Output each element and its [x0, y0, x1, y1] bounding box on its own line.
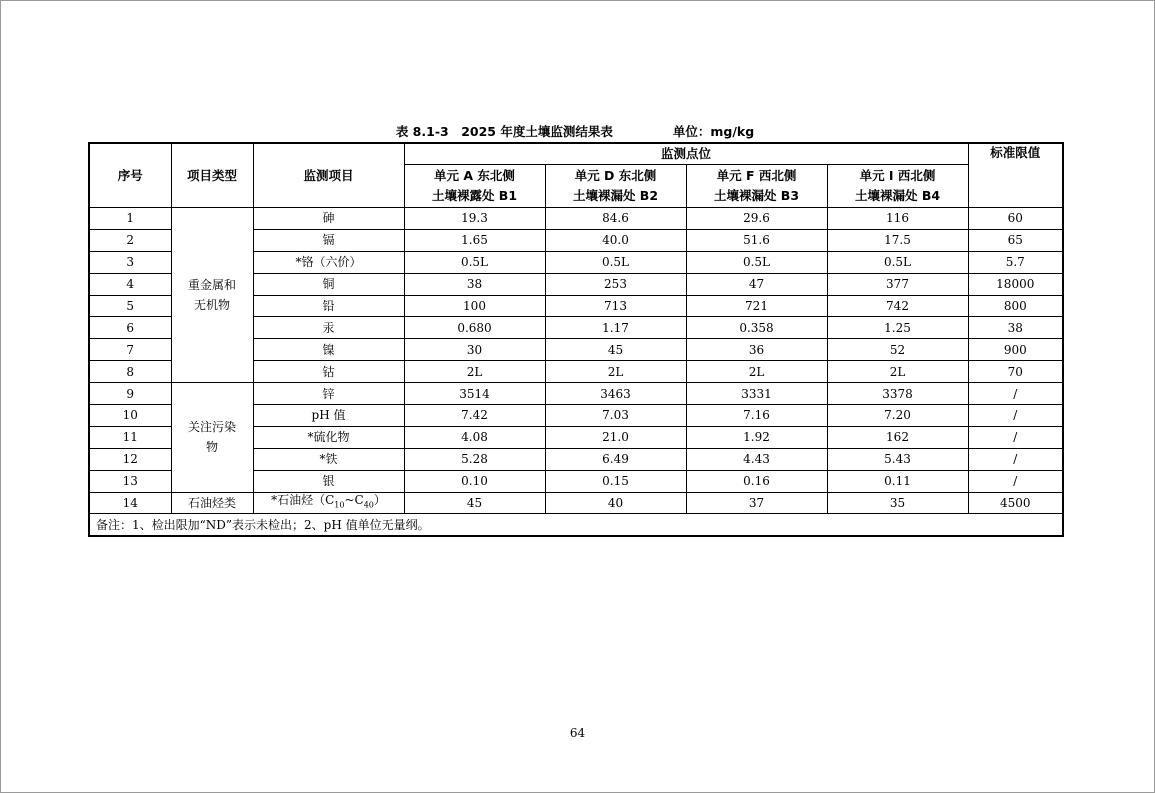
cell-value-b2: 21.0	[545, 426, 686, 448]
site-line-2: 土壤裸露处 B1	[431, 188, 518, 203]
soil-monitoring-table	[88, 142, 1064, 537]
cell-limit: 5.7	[968, 251, 1063, 273]
cell-value-b2: 3463	[545, 383, 686, 405]
page-number: 64	[569, 726, 586, 740]
item-subscript: 40	[363, 500, 374, 510]
cell-seq: 13	[89, 470, 171, 492]
cell-value-b4: 7.20	[827, 405, 968, 427]
category-line: 关注污染	[187, 420, 236, 435]
cell-item	[253, 492, 404, 514]
cell-item: *铬（六价）	[253, 251, 404, 273]
cell-seq: 5	[89, 295, 171, 317]
cell-value-b2: 0.5L	[545, 251, 686, 273]
cell-category	[171, 208, 253, 383]
header-seq: 序号	[89, 143, 171, 208]
cell-value-b1: 7.42	[404, 405, 545, 427]
cell-value-b3: 7.16	[686, 405, 827, 427]
cell-seq: 1	[89, 208, 171, 230]
cell-value-b1: 30	[404, 339, 545, 361]
cell-value-b4: 52	[827, 339, 968, 361]
cell-value-b2: 40	[545, 492, 686, 514]
cell-value-b2: 45	[545, 339, 686, 361]
cell-item: 镍	[253, 339, 404, 361]
cell-item: pH 值	[253, 405, 404, 427]
cell-seq: 6	[89, 317, 171, 339]
cell-value-b3: 3331	[686, 383, 827, 405]
item-subscript: 10	[334, 500, 345, 510]
site-line-1: 单元 F 西北侧	[716, 168, 797, 183]
cell-value-b3: 36	[686, 339, 827, 361]
cell-value-b2: 7.03	[545, 405, 686, 427]
item-mid: ~C	[344, 493, 364, 508]
table-row	[89, 492, 1063, 514]
cell-value-b4: 35	[827, 492, 968, 514]
cell-value-b2: 0.15	[545, 470, 686, 492]
header-site-b3	[686, 165, 827, 208]
category-line: 物	[205, 440, 218, 455]
cell-value-b1: 5.28	[404, 448, 545, 470]
cell-item: 铜	[253, 273, 404, 295]
cell-value-b2: 713	[545, 295, 686, 317]
header-site-b1	[404, 165, 545, 208]
cell-item: 镉	[253, 229, 404, 251]
header-site-b4	[827, 165, 968, 208]
cell-seq: 9	[89, 383, 171, 405]
cell-category	[171, 492, 253, 514]
cell-seq: 4	[89, 273, 171, 295]
cell-value-b1: 2L	[404, 361, 545, 383]
header-item: 监测项目	[253, 143, 404, 208]
table-note: 备注：1、检出限加“ND”表示未检出；2、pH 值单位无量纲。	[89, 514, 1063, 537]
cell-value-b1: 38	[404, 273, 545, 295]
cell-value-b3: 0.358	[686, 317, 827, 339]
cell-limit: /	[968, 470, 1063, 492]
cell-value-b4: 5.43	[827, 448, 968, 470]
cell-value-b2: 40.0	[545, 229, 686, 251]
cell-value-b4: 162	[827, 426, 968, 448]
cell-seq: 12	[89, 448, 171, 470]
cell-item: *硫化物	[253, 426, 404, 448]
cell-value-b3: 0.5L	[686, 251, 827, 273]
cell-seq: 10	[89, 405, 171, 427]
table-unit: 单位：mg/kg	[672, 124, 755, 139]
cell-value-b3: 1.92	[686, 426, 827, 448]
cell-value-b4: 377	[827, 273, 968, 295]
cell-value-b3: 0.16	[686, 470, 827, 492]
cell-item: 银	[253, 470, 404, 492]
header-limit: 标准限值	[968, 143, 1063, 208]
cell-value-b4: 116	[827, 208, 968, 230]
cell-seq: 8	[89, 361, 171, 383]
cell-value-b4: 17.5	[827, 229, 968, 251]
category-line: 石油烃类	[187, 496, 236, 511]
site-line-2: 土壤裸漏处 B2	[572, 188, 659, 203]
cell-limit: 60	[968, 208, 1063, 230]
cell-value-b1: 0.5L	[404, 251, 545, 273]
cell-seq: 3	[89, 251, 171, 273]
header-site-b2	[545, 165, 686, 208]
cell-item: 砷	[253, 208, 404, 230]
cell-seq: 2	[89, 229, 171, 251]
cell-item: 钴	[253, 361, 404, 383]
cell-value-b1: 19.3	[404, 208, 545, 230]
cell-value-b4: 742	[827, 295, 968, 317]
cell-item: *铁	[253, 448, 404, 470]
cell-value-b2: 2L	[545, 361, 686, 383]
cell-value-b1: 1.65	[404, 229, 545, 251]
table-row	[89, 383, 1063, 405]
header-category: 项目类型	[171, 143, 253, 208]
cell-value-b3: 2L	[686, 361, 827, 383]
cell-value-b2: 84.6	[545, 208, 686, 230]
table-caption	[88, 122, 1062, 140]
cell-value-b4: 0.11	[827, 470, 968, 492]
site-line-1: 单元 I 西北侧	[859, 168, 936, 183]
site-line-2: 土壤裸漏处 B3	[713, 188, 800, 203]
item-suffix: ）	[373, 493, 386, 508]
site-line-1: 单元 A 东北侧	[434, 168, 515, 183]
cell-value-b1: 100	[404, 295, 545, 317]
cell-value-b1: 45	[404, 492, 545, 514]
cell-limit: /	[968, 426, 1063, 448]
header-points: 监测点位	[404, 143, 968, 165]
cell-limit: 800	[968, 295, 1063, 317]
cell-limit: 900	[968, 339, 1063, 361]
table-title: 表 8.1-3 2025 年度土壤监测结果表	[395, 124, 613, 139]
cell-limit: 18000	[968, 273, 1063, 295]
cell-limit: /	[968, 405, 1063, 427]
item-prefix: *石油烃（C	[271, 493, 335, 508]
category-line: 重金属和	[187, 278, 236, 293]
cell-value-b2: 253	[545, 273, 686, 295]
cell-value-b3: 721	[686, 295, 827, 317]
category-line: 无机物	[193, 298, 230, 313]
cell-seq: 11	[89, 426, 171, 448]
cell-value-b3: 37	[686, 492, 827, 514]
cell-value-b3: 4.43	[686, 448, 827, 470]
table-row	[89, 208, 1063, 230]
cell-item: 铅	[253, 295, 404, 317]
cell-limit: 65	[968, 229, 1063, 251]
cell-value-b2: 6.49	[545, 448, 686, 470]
cell-item: 汞	[253, 317, 404, 339]
cell-value-b4: 0.5L	[827, 251, 968, 273]
cell-value-b4: 3378	[827, 383, 968, 405]
cell-limit: 38	[968, 317, 1063, 339]
cell-value-b3: 51.6	[686, 229, 827, 251]
cell-limit: 4500	[968, 492, 1063, 514]
cell-limit: 70	[968, 361, 1063, 383]
cell-value-b1: 0.680	[404, 317, 545, 339]
cell-value-b3: 47	[686, 273, 827, 295]
cell-value-b2: 1.17	[545, 317, 686, 339]
site-line-1: 单元 D 东北侧	[574, 168, 657, 183]
cell-limit: /	[968, 383, 1063, 405]
cell-value-b4: 2L	[827, 361, 968, 383]
cell-value-b1: 4.08	[404, 426, 545, 448]
note-row	[89, 514, 1063, 537]
cell-value-b1: 3514	[404, 383, 545, 405]
cell-seq: 7	[89, 339, 171, 361]
cell-category	[171, 383, 253, 492]
cell-value-b1: 0.10	[404, 470, 545, 492]
cell-seq: 14	[89, 492, 171, 514]
cell-value-b3: 29.6	[686, 208, 827, 230]
cell-limit: /	[968, 448, 1063, 470]
site-line-2: 土壤裸漏处 B4	[854, 188, 941, 203]
cell-value-b4: 1.25	[827, 317, 968, 339]
cell-item: 锌	[253, 383, 404, 405]
